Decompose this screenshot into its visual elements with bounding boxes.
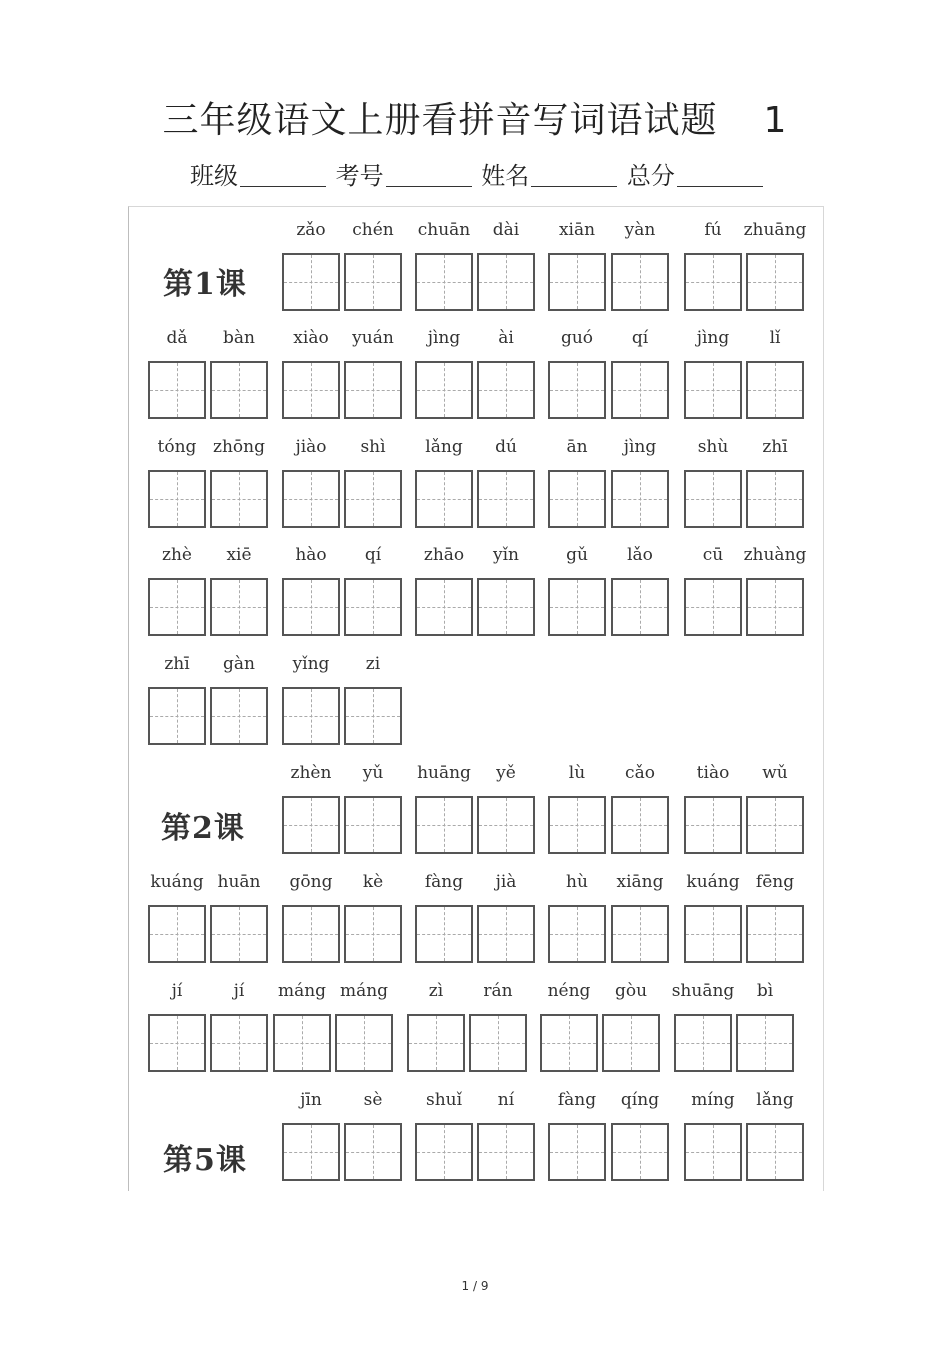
writing-box[interactable] <box>210 470 268 528</box>
pinyin-label: dǎ <box>166 328 188 348</box>
pinyin-label: jí <box>233 981 245 1001</box>
blank-exam-number[interactable] <box>386 162 472 187</box>
writing-box[interactable] <box>282 1123 340 1181</box>
field-label-class: 班级 <box>190 162 238 190</box>
pinyin-label: zhèn <box>290 763 332 783</box>
writing-box[interactable] <box>746 470 804 528</box>
pinyin-label: yě <box>496 763 516 783</box>
pinyin-label: zì <box>428 981 444 1001</box>
title-number: 1 <box>763 100 788 141</box>
writing-box[interactable] <box>477 905 535 963</box>
pinyin-label: gǔ <box>566 545 588 565</box>
pinyin-label: zhuāng <box>743 220 807 240</box>
writing-box[interactable] <box>477 796 535 854</box>
pinyin-label: huāng <box>417 763 471 783</box>
pinyin-label: ài <box>498 328 514 348</box>
writing-box[interactable] <box>684 1123 742 1181</box>
writing-box[interactable] <box>548 361 606 419</box>
pinyin-label: fàng <box>557 1090 597 1110</box>
pinyin-label: hào <box>295 545 327 565</box>
writing-box[interactable] <box>210 905 268 963</box>
writing-box[interactable] <box>746 578 804 636</box>
pinyin-label: yǐng <box>292 654 330 674</box>
pinyin-label: shì <box>360 437 386 457</box>
pinyin-label: shuāng <box>671 981 735 1001</box>
pinyin-label: jìng <box>696 328 730 348</box>
writing-box[interactable] <box>548 796 606 854</box>
writing-box[interactable] <box>282 578 340 636</box>
pinyin-label: xiān <box>558 220 596 240</box>
pinyin-label: ān <box>566 437 588 457</box>
pinyin-label: cǎo <box>625 763 655 783</box>
writing-box[interactable] <box>540 1014 598 1072</box>
pinyin-label: dú <box>495 437 517 457</box>
writing-box[interactable] <box>674 1014 732 1072</box>
pinyin-label: chuān <box>417 220 471 240</box>
page-indicator: 1 / 9 <box>461 1279 489 1293</box>
writing-box[interactable] <box>344 1123 402 1181</box>
writing-box[interactable] <box>477 1123 535 1181</box>
pinyin-label: fàng <box>424 872 464 892</box>
pinyin-label: fēng <box>755 872 795 892</box>
writing-box[interactable] <box>407 1014 465 1072</box>
writing-box[interactable] <box>611 905 669 963</box>
writing-box[interactable] <box>477 361 535 419</box>
writing-box[interactable] <box>684 578 742 636</box>
pinyin-label: míng <box>691 1090 735 1110</box>
pinyin-label: yǔ <box>362 763 384 783</box>
writing-box[interactable] <box>148 361 206 419</box>
pinyin-label: lǎo <box>627 545 653 565</box>
pinyin-label: xiāng <box>616 872 664 892</box>
writing-box[interactable] <box>148 905 206 963</box>
pinyin-label: lù <box>568 763 586 783</box>
writing-box[interactable] <box>415 905 473 963</box>
pinyin-label: zhè <box>162 545 192 565</box>
writing-box[interactable] <box>611 1123 669 1181</box>
writing-box[interactable] <box>344 687 402 745</box>
lesson-label: 第2课 <box>161 811 245 846</box>
writing-box[interactable] <box>210 687 268 745</box>
writing-box[interactable] <box>282 687 340 745</box>
writing-box[interactable] <box>469 1014 527 1072</box>
pinyin-label: jīn <box>300 1090 322 1110</box>
pinyin-label: tóng <box>157 437 197 457</box>
pinyin-label: máng <box>277 981 327 1001</box>
writing-box[interactable] <box>746 361 804 419</box>
page-title <box>0 92 950 143</box>
pinyin-label: bàn <box>223 328 255 348</box>
writing-box[interactable] <box>415 578 473 636</box>
pinyin-label: yǐn <box>493 545 519 565</box>
pinyin-label: qí <box>631 328 649 348</box>
pinyin-label: cū <box>702 545 724 565</box>
lesson-label: 第1课 <box>163 267 247 302</box>
writing-box[interactable] <box>282 796 340 854</box>
pinyin-label: huān <box>217 872 261 892</box>
writing-box[interactable] <box>344 578 402 636</box>
pinyin-label: bì <box>756 981 774 1001</box>
pinyin-label: fú <box>704 220 722 240</box>
writing-box[interactable] <box>415 361 473 419</box>
writing-box[interactable] <box>548 253 606 311</box>
writing-box[interactable] <box>684 470 742 528</box>
writing-box[interactable] <box>611 361 669 419</box>
student-info-line <box>190 156 765 191</box>
pinyin-label: jiào <box>295 437 327 457</box>
pinyin-label: dài <box>492 220 520 240</box>
pinyin-label: wǔ <box>762 763 788 783</box>
writing-box[interactable] <box>415 796 473 854</box>
pinyin-label: tiào <box>696 763 730 783</box>
writing-box[interactable] <box>282 905 340 963</box>
writing-box[interactable] <box>415 253 473 311</box>
pinyin-label: chén <box>352 220 394 240</box>
writing-box[interactable] <box>477 578 535 636</box>
pinyin-label: shù <box>697 437 729 457</box>
title-text: 三年级语文上册看拼音写词语试题 <box>162 100 718 141</box>
lesson-label: 第5课 <box>163 1143 247 1178</box>
pinyin-label: xiē <box>226 545 252 565</box>
pinyin-label: gàn <box>223 654 255 674</box>
pinyin-label: kè <box>362 872 384 892</box>
pinyin-label: xiào <box>293 328 329 348</box>
writing-box[interactable] <box>602 1014 660 1072</box>
writing-box[interactable] <box>611 470 669 528</box>
pinyin-label: kuáng <box>150 872 204 892</box>
pinyin-label: rán <box>483 981 513 1001</box>
pinyin-label: jìng <box>623 437 657 457</box>
pinyin-label: yàn <box>624 220 656 240</box>
writing-box[interactable] <box>684 361 742 419</box>
pinyin-label: jí <box>171 981 183 1001</box>
blank-total-score[interactable] <box>677 162 763 187</box>
writing-box[interactable] <box>611 253 669 311</box>
pinyin-label: guó <box>560 328 594 348</box>
writing-box[interactable] <box>611 578 669 636</box>
pinyin-label: lǎng <box>756 1090 794 1110</box>
writing-box[interactable] <box>148 1014 206 1072</box>
worksheet <box>128 206 824 1191</box>
pinyin-label: qíng <box>620 1090 660 1110</box>
field-label-exam-number: 考号 <box>335 162 384 190</box>
writing-box[interactable] <box>684 253 742 311</box>
pinyin-label: kuáng <box>686 872 740 892</box>
pinyin-label: shuǐ <box>425 1090 463 1110</box>
writing-box[interactable] <box>282 253 340 311</box>
field-label-name: 姓名 <box>481 162 530 190</box>
pinyin-label: hù <box>566 872 588 892</box>
writing-box[interactable] <box>344 470 402 528</box>
writing-box[interactable] <box>477 253 535 311</box>
pinyin-label: yuán <box>352 328 394 348</box>
blank-name[interactable] <box>531 162 617 187</box>
writing-box[interactable] <box>548 1123 606 1181</box>
pinyin-label: jià <box>495 872 517 892</box>
writing-box[interactable] <box>746 1123 804 1181</box>
pinyin-label: lǐ <box>769 328 781 348</box>
writing-box[interactable] <box>746 796 804 854</box>
pinyin-label: zhī <box>762 437 788 457</box>
writing-box[interactable] <box>415 1123 473 1181</box>
pinyin-label: jìng <box>427 328 461 348</box>
pinyin-label: qí <box>364 545 382 565</box>
pinyin-label: ní <box>497 1090 515 1110</box>
writing-box[interactable] <box>415 470 473 528</box>
writing-box[interactable] <box>477 470 535 528</box>
writing-box[interactable] <box>344 796 402 854</box>
writing-box[interactable] <box>273 1014 331 1072</box>
pinyin-label: zhāo <box>423 545 465 565</box>
writing-box[interactable] <box>684 796 742 854</box>
pinyin-label: zi <box>365 654 381 674</box>
writing-box[interactable] <box>210 578 268 636</box>
writing-box[interactable] <box>344 361 402 419</box>
writing-box[interactable] <box>148 578 206 636</box>
field-label-total-score: 总分 <box>626 162 675 190</box>
writing-box[interactable] <box>548 470 606 528</box>
writing-box[interactable] <box>684 905 742 963</box>
writing-box[interactable] <box>210 361 268 419</box>
writing-box[interactable] <box>548 905 606 963</box>
writing-box[interactable] <box>344 905 402 963</box>
pinyin-label: zhī <box>164 654 190 674</box>
pinyin-label: lǎng <box>425 437 463 457</box>
pinyin-label: máng <box>339 981 389 1001</box>
writing-box[interactable] <box>282 361 340 419</box>
writing-box[interactable] <box>148 470 206 528</box>
pinyin-label: zhōng <box>213 437 265 457</box>
pinyin-label: sè <box>363 1090 383 1110</box>
writing-box[interactable] <box>746 253 804 311</box>
pinyin-label: néng <box>547 981 591 1001</box>
pinyin-label: gōng <box>289 872 333 892</box>
pinyin-label: zhuàng <box>743 545 807 565</box>
writing-box[interactable] <box>344 253 402 311</box>
blank-class[interactable] <box>240 162 326 187</box>
writing-box[interactable] <box>282 470 340 528</box>
writing-box[interactable] <box>210 1014 268 1072</box>
writing-box[interactable] <box>746 905 804 963</box>
writing-box[interactable] <box>335 1014 393 1072</box>
writing-box[interactable] <box>736 1014 794 1072</box>
writing-box[interactable] <box>148 687 206 745</box>
pinyin-label: gòu <box>614 981 648 1001</box>
writing-box[interactable] <box>548 578 606 636</box>
writing-box[interactable] <box>611 796 669 854</box>
pinyin-label: zǎo <box>296 220 326 240</box>
